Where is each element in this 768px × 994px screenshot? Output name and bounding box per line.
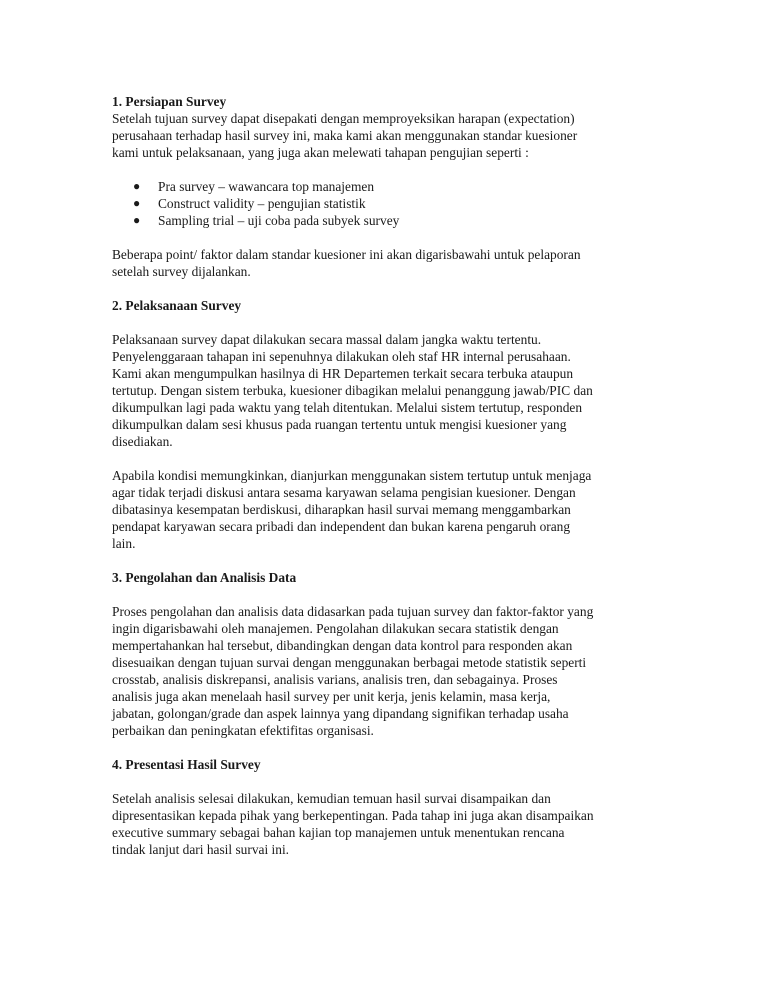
- text-line: analisis juga akan menelaah hasil survey per unit kerja, jenis kelamin, masa kerja,: [112, 689, 551, 704]
- paragraph: [112, 790, 672, 858]
- bullet-icon: ●: [133, 179, 141, 193]
- text-line: pendapat karyawan secara pribadi dan independent dan bukan karena pengaruh orang: [112, 519, 571, 534]
- text-line: disediakan.: [112, 434, 173, 449]
- text-line: setelah survey dijalankan.: [112, 264, 251, 279]
- paragraph: [112, 331, 672, 450]
- text-line: Beberapa point/ faktor dalam standar kuesioner ini akan digarisbawahi untuk pelaporan: [112, 247, 581, 262]
- text-line: kami untuk pelaksanaan, yang juga akan melewati tahapan pengujian seperti :: [112, 145, 529, 160]
- text-line: Pelaksanaan survey dapat dilakukan secara massal dalam jangka waktu tertentu.: [112, 332, 542, 347]
- text-line: tertutup. Dengan sistem terbuka, kuesioner dibagikan melalui penanggung jawab/PIC dan: [112, 383, 593, 398]
- text-line: dipresentasikan kepada pihak yang berkepentingan. Pada tahap ini juga akan disampaikan: [112, 808, 594, 823]
- section-pelaksanaan-survey: [112, 297, 672, 552]
- section-heading: 3. Pengolahan dan Analisis Data: [112, 570, 297, 585]
- list-item-text: Construct validity – pengujian statistik: [158, 196, 366, 211]
- text-line: Proses pengolahan dan analisis data didasarkan pada tujuan survey dan faktor-faktor yang: [112, 604, 594, 619]
- text-line: disesuaikan dengan tujuan survai dengan menggunakan berbagai metode statistik seperti: [112, 655, 587, 670]
- text-line: agar tidak terjadi diskusi antara sesama karyawan selama pengisian kuesioner. Dengan: [112, 485, 576, 500]
- list-item-text: Sampling trial – uji coba pada subyek survey: [158, 213, 400, 228]
- section-pengolahan-analisis-data: [112, 569, 672, 739]
- text-line: mempertahankan hal tersebut, dibandingkan dengan data kontrol para responden akan: [112, 638, 573, 653]
- text-line: Apabila kondisi memungkinkan, dianjurkan menggunakan sistem tertutup untuk menjaga: [112, 468, 592, 483]
- list-item: [112, 212, 672, 229]
- section-heading: 1. Persiapan Survey: [112, 94, 227, 109]
- text-line: Penyelenggaraan tahapan ini sepenuhnya dilakukan oleh staf HR internal perusahaan.: [112, 349, 571, 364]
- text-line: lain.: [112, 536, 136, 551]
- paragraph: [112, 603, 672, 739]
- bullet-icon: ●: [133, 213, 141, 227]
- text-line: Kami akan mengumpulkan hasilnya di HR Departemen terkait secara terbuka ataupun: [112, 366, 574, 381]
- text-line: tindak lanjut dari hasil survai ini.: [112, 842, 290, 857]
- paragraph: [112, 246, 672, 280]
- section-heading: 4. Presentasi Hasil Survey: [112, 757, 261, 772]
- section-presentasi-hasil-survey: [112, 756, 672, 858]
- text-line: executive summary sebagai bahan kajian top manajemen untuk menentukan rencana: [112, 825, 565, 840]
- document-content: [112, 93, 672, 858]
- text-line: Setelah tujuan survey dapat disepakati dengan memproyeksikan harapan (expectation): [112, 111, 575, 126]
- text-line: ingin digarisbawahi oleh manajemen. Pengolahan dilakukan secara statistik dengan: [112, 621, 559, 636]
- list-item: [112, 178, 672, 195]
- list-item: [112, 195, 672, 212]
- text-line: jabatan, golongan/grade dan aspek lainnya yang dipandang signifikan terhadap usaha: [112, 706, 569, 721]
- text-line: dikumpulkan lagi pada waktu yang telah ditentukan. Melalui sistem tertutup, responden: [112, 400, 583, 415]
- text-line: perbaikan dan peningkatan efektifitas organisasi.: [112, 723, 374, 738]
- list-item-text: Pra survey – wawancara top manajemen: [158, 179, 375, 194]
- paragraph: [112, 110, 672, 161]
- text-line: dikumpulkan dalam sesi khusus pada ruangan tertentu untuk mengisi kuesioner yang: [112, 417, 567, 432]
- paragraph: [112, 467, 672, 552]
- section-heading: 2. Pelaksanaan Survey: [112, 298, 242, 313]
- bullet-icon: ●: [133, 196, 141, 210]
- text-line: Setelah analisis selesai dilakukan, kemudian temuan hasil survai disampaikan dan: [112, 791, 551, 806]
- text-line: dibatasinya kesempatan berdiskusi, diharapkan hasil survai memang menggambarkan: [112, 502, 571, 517]
- text-line: crosstab, analisis diskrepansi, analisis varians, analisis tren, dan sebagainya. Proses: [112, 672, 558, 687]
- section-persiapan-survey: [112, 93, 672, 280]
- text-line: perusahaan terhadap hasil survey ini, maka kami akan menggunakan standar kuesioner: [112, 128, 578, 143]
- bullet-list: [112, 178, 672, 229]
